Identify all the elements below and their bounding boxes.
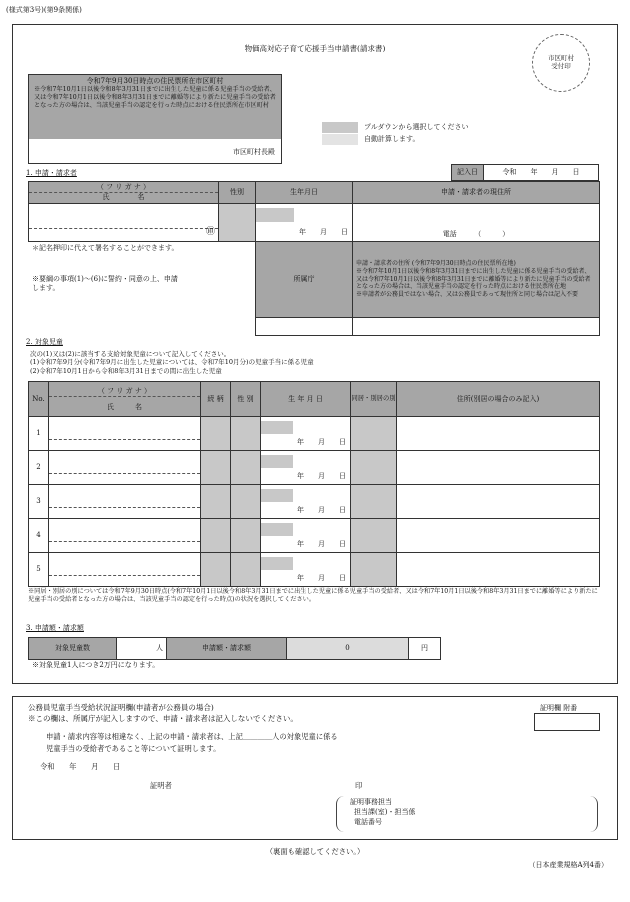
cert-date: 令和 年 月 日: [40, 762, 121, 771]
child-birth-field[interactable]: [261, 451, 351, 485]
affiliation-note: 申請・請求者の住所 (令和7年9月30日時点の住民票所在地) ※令和7年10月1日以後令和8年3月31日までに出生した児童に係る児童手当の受給者、又は令和7年10月1日以後令和8年3月31日までに離婚等により新たに児童手当の受給者となった方の場合は、当該児童手当の認定を行った時点における住民票所在地 ※申請者が公務員ではない場合、又は公務員であって現住所と同じ場合は記入不要: [353, 242, 600, 318]
certifier-label: 証明者: [150, 781, 172, 790]
cert-attach-field[interactable]: [534, 713, 600, 731]
child-relation-select[interactable]: [201, 553, 231, 587]
legend-auto: 自動計算します。: [364, 135, 420, 143]
child-gender-select[interactable]: [231, 553, 261, 587]
signature-note: ＊記名押印に代えて署名することができます。: [32, 244, 179, 252]
amount-unit: 円: [409, 638, 441, 660]
child-relation-select[interactable]: [201, 519, 231, 553]
child-count-field[interactable]: [117, 638, 167, 660]
section3-title: 3. 申請額・請求額: [26, 624, 84, 632]
count-unit: 人: [156, 644, 163, 653]
section2-intro: [30, 350, 314, 375]
child-name-field[interactable]: [49, 553, 201, 587]
child-name-field[interactable]: [49, 417, 201, 451]
furigana-label: （ フ リ ガ ナ ）: [49, 387, 200, 397]
intro-line: (2)令和7年10月1日から令和8年3月31日までの間に出生した児童: [30, 366, 222, 375]
birth-ymd: 年 月 日: [297, 471, 346, 480]
cohab-header: 同居・別居の別: [351, 382, 397, 417]
name-label: 氏 名: [102, 193, 145, 201]
contact-phone: 電話番号: [354, 817, 382, 826]
child-row: [29, 417, 600, 451]
cert-note: ※この欄は、所属庁が記入しますので、申請・請求者は記入しないでください。: [28, 714, 298, 723]
addressee-note: ※令和7年10月1日以後令和8年3月31日までに出生した児童に係る児童手当の受給者、又は令和7年10月1日以後令和8年3月31日までに離婚等により新たに児童手当の受給者となった方の場合は、当該児童手当の認定を行った時点における住民票所在市区町村: [34, 85, 276, 109]
phone-label: 電話 （ ）: [442, 230, 510, 239]
section1-title: 1. 申請・請求者: [26, 169, 77, 177]
child-relation-select[interactable]: [201, 451, 231, 485]
child-name-header: [49, 382, 201, 417]
birth-ymd: 年 月 日: [297, 437, 346, 446]
child-no: 2: [29, 451, 49, 485]
name-label: 氏 名: [107, 402, 142, 411]
child-birth-field[interactable]: [261, 417, 351, 451]
entry-date: [451, 164, 599, 181]
child-name-field[interactable]: [49, 485, 201, 519]
amount-note: ※対象児童1人につき2万円になります。: [32, 661, 160, 669]
applicant-gender-select[interactable]: [219, 204, 256, 242]
child-count-label: 対象児童数: [29, 638, 117, 660]
mayor-label: 市区町村長殿: [233, 148, 275, 156]
amount-value: 0: [287, 638, 409, 660]
furigana-label: （ フ リ ガ ナ ）: [29, 183, 218, 193]
child-relation-select[interactable]: [201, 417, 231, 451]
birth-ymd: 年 月 日: [299, 228, 348, 237]
entry-date-label: 記入日: [452, 165, 484, 181]
child-birth-field[interactable]: [261, 519, 351, 553]
intro-line: 次の(1)又は(2)に該当する支給対象児童について記入してください。: [30, 350, 231, 358]
contact-dept: 担当課(室)・担当係: [354, 807, 416, 816]
applicant-birth-field[interactable]: [256, 204, 353, 242]
form-number: (様式第3号)(第9条関係): [6, 6, 82, 14]
birth-header: 生年月日: [256, 182, 353, 204]
cert-body-1: 申請・請求内容等は相違なく、上記の申請・請求者は、上記＿＿＿＿人の対象児童に係る: [46, 732, 338, 741]
addressee-box: [28, 74, 282, 164]
child-cohab-select[interactable]: [351, 417, 397, 451]
child-gender-select[interactable]: [231, 519, 261, 553]
paper-spec: （日本産業規格A列4番）: [528, 861, 608, 869]
affiliation-table: [255, 241, 600, 336]
child-row: [29, 485, 600, 519]
contact-lines: [350, 798, 415, 827]
gender-header: 性 別: [231, 382, 261, 417]
child-row: [29, 451, 600, 485]
applicant-table: [28, 181, 600, 242]
child-no: 5: [29, 553, 49, 587]
child-row: [29, 519, 600, 553]
child-birth-field[interactable]: [261, 485, 351, 519]
affiliation-label: 所属庁: [256, 242, 353, 318]
child-no: 4: [29, 519, 49, 553]
applicant-address-field[interactable]: [353, 204, 600, 242]
applicant-name-field[interactable]: [29, 204, 219, 242]
dropdown-swatch: [322, 122, 358, 133]
contact-label: 証明事務担当: [350, 798, 392, 806]
gender-header: 性別: [219, 182, 256, 204]
seal-mark: ㊞: [205, 226, 215, 237]
affiliation-address-field[interactable]: [353, 318, 600, 336]
child-cohab-select[interactable]: [351, 519, 397, 553]
child-address-field[interactable]: [397, 519, 600, 553]
addressee-heading: 令和7年9月30日時点の住民票所在市区町村: [86, 77, 224, 85]
child-relation-select[interactable]: [201, 485, 231, 519]
auto-swatch: [322, 134, 358, 145]
child-name-field[interactable]: [49, 519, 201, 553]
cert-attach-label: 証明欄 附番: [540, 704, 578, 712]
section2-footnote: ※同居・別居の別については令和7年9月30日時点(令和7年10月1日以後令和8年3月31日までに出生した児童に係る児童手当の受給者、又は令和7年10月1日以後令和8年3月31日までに離婚等により新たに児童手当の受給者となった方の場合は、当該児童手当の認定を行った時点)の状況を選択してください。: [28, 588, 598, 604]
intro-line: (1)令和7年9月分(令和7年9月に出生した児童については、令和7年10月分)の児童手当に係る児童: [30, 358, 314, 367]
applicant-name-header: [29, 182, 219, 204]
entry-date-field[interactable]: 令和 年 月 日: [484, 165, 599, 181]
child-cohab-select[interactable]: [351, 485, 397, 519]
child-address-header: 住所(別居の場合のみ記入): [397, 382, 600, 417]
back-notice: （裏面も確認してください。）: [265, 847, 365, 856]
child-gender-select[interactable]: [231, 451, 261, 485]
birth-header: 生 年 月 日: [261, 382, 351, 417]
child-address-field[interactable]: [397, 451, 600, 485]
children-table: [28, 381, 600, 587]
cert-title: 公務員児童手当受給状況証明欄(申請者が公務員の場合): [28, 703, 214, 712]
child-address-field[interactable]: [397, 485, 600, 519]
section2-title: 2. 対象児童: [26, 338, 63, 346]
child-cohab-select[interactable]: [351, 553, 397, 587]
address-header: 申請・請求者の現住所: [353, 182, 600, 204]
child-address-field[interactable]: [397, 417, 600, 451]
child-cohab-select[interactable]: [351, 451, 397, 485]
cert-seal: 印: [355, 781, 363, 790]
agreement-note: ※要綱の事項(1)～(6)に誓約・同意の上、申請します。: [32, 275, 178, 292]
child-no: 3: [29, 485, 49, 519]
birth-ymd: 年 月 日: [297, 573, 346, 582]
amount-table: [28, 637, 441, 660]
child-row: [29, 553, 600, 587]
affiliation-field[interactable]: [256, 318, 353, 336]
amount-label: 申請額・請求額: [167, 638, 287, 660]
birth-ymd: 年 月 日: [297, 505, 346, 514]
child-address-field[interactable]: [397, 553, 600, 587]
child-name-field[interactable]: [49, 451, 201, 485]
birth-ymd: 年 月 日: [297, 539, 346, 548]
legend-dropdown: プルダウンから選択してください: [364, 123, 469, 131]
child-no: 1: [29, 417, 49, 451]
relation-header: 続 柄: [201, 382, 231, 417]
cert-body-2: 児童手当の受給者であること等について証明します。: [46, 744, 221, 753]
child-gender-select[interactable]: [231, 417, 261, 451]
no-header: No.: [29, 382, 49, 417]
reception-stamp: 市区町村 受付印: [532, 34, 590, 92]
child-birth-field[interactable]: [261, 553, 351, 587]
child-gender-select[interactable]: [231, 485, 261, 519]
page-title: 物価高対応子育て応援手当申請書(請求書): [244, 44, 386, 53]
